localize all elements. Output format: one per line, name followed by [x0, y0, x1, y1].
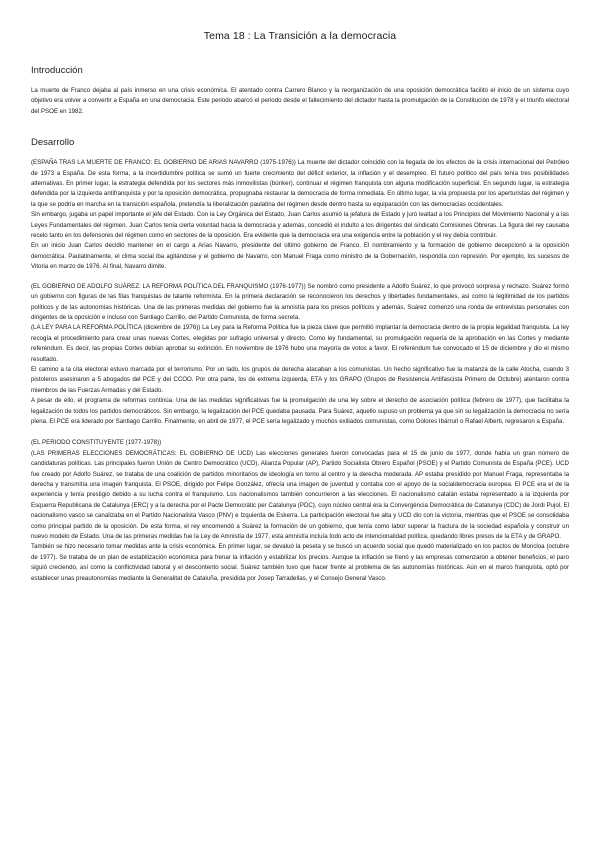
section-periodo-constituyente: (EL PERIODO CONSTITUYENTE (1977-1978)) [31, 439, 162, 447]
intro-paragraph: La muerte de Franco dejaba al país inmerso en una crisis económica. El atentado contra Carrero Blanco y la reorganización de una oposición democrática facilitó el inicio de un sistema cuyo objetivo era volver a convertir a España en una democracia. Este periodo abarcó el periodo desde el fallecimiento del dictador hasta la promulgación de la Constitución de 1978 y el triunfo electoral del PSOE en 1982. [31, 87, 569, 115]
development-heading: Desarrollo [31, 137, 75, 149]
paragraph-navarro-dimite: En un inicio Juan Carlos decidió mantener en el cargo a Arias Navarro, presidente del último gobierno de Franco. El nombramiento y la formación de gobierno decepcionó a la oposición democrática. Paulatinamente, el clima social iba agitándose y el gobierno de Navarro, con Manuel Fraga como ministro de la Gobernación, respondía con represión. Por ejemplo, los sucesos de Vitoria en marzo de 1976. Al final, Navarro dimite. [31, 242, 569, 271]
paragraph-primeras-elecciones: (LAS PRIMERAS ELECCIONES DEMOCRÁTICAS: EL GOBIERNO DE UCD) Las elecciones generales fueron convocadas para el 15 de junio de 1977, donde había un gran número de candidaturas políticas. Las principales fueron Unión de Centro Democrático (UCD), Alianza Popular (AP), Partido Socialista Obrero Español (PSOE) y el Partido Comunista de España (PCE). UCD fue creado por Adolfo Suárez, se trataba de una coalición de partidos minoritarios de ideología en torno al centro y la derecha moderada. AP estaba presidido por Manuel Fraga, representaba la derecha y transmitía una imagen franquista. El PSOE, dirigido por Felipe González, ofrecía una imagen de juventud y contaba con el apoyo de la socialdemocracia europea. El PCE era el de la experiencia y tenía prestigio debido a su lucha contra el franquismo. Los nacionalismos también concurrieron a las elecciones. El nacionalismo catalán estaba representado a la izquierda por Esquerra Republicana de Catalunya (ERC) y a la derecha por el Pacte Democràtic per Catalunya (PDC), cuyo núcleo central era la Convergència Democràtica de Catalunya (CDC) de Jordi Pujol. El nacionalismo vasco se canalizaba en el Partido Nacionalista Vasco (PNV) e Izquierda de Eskerra. La participación electoral fue alta y UCD dio con la victoria, mientras que el PSOE se consolidaba como principal partido de la oposición. De esta forma, el rey encomendó a Suárez la formación de un gobierno, que tenía como labor superar la fractura de la sociedad española y construir un nuevo modelo de Estado. Una de las primeras medidas fue la Ley de Amnistía de 1977, esta amnistía incluía todo acto de intencionalidad política, quedando libres presos de la ETA y de GRAPO. [31, 449, 569, 541]
intro-heading: Introducción [31, 65, 83, 76]
paragraph-crisis-economica: También se hizo necesario tomar medidas ante la crisis económica. En primer lugar, se devaluó la peseta y se buscó un acuerdo social que quedó materializado en los pactos de Moncloa (octubre de 1977). Se trataba de un plan de estabilización económica para frenar la inflación y estabilizar los precios. Aunque la inflación se frenó y las empresas comenzaron a obtener beneficios, el paro siguió creciendo, así como la conflictividad laboral y el descontento social. Suárez también tuvo que hacer frente al problema de las autonomías históricas. Aún en el marco franquista, optó por establecer unas preautonomías mediante la Generalitat de Cataluña, presidida por Josep Tarradellas, y el Consejo General Vasco. [31, 543, 569, 582]
paragraph-legalizacion-pce: A pesar de ello, el programa de reformas continúa. Una de las medidas significativas fue la promulgación de una ley sobre el derecho de asociación política (febrero de 1977), que facilitaba la legalización de todos los partidos democráticos. Sin embargo, la legalización del PCE quedaba pausada. Para Suárez, aquello supuso un problema ya que sin su legalización la democracia no sería plena. El PCE era liderado por Santiago Carrillo. Finalmente, en abril de 1977, el PCE sería legalizado y muchos exiliados comunistas, como Dolores Ibárruri o Rafael Alberti, regresaron a España. [31, 397, 569, 425]
paragraph-terrorismo: El camino a la cita electoral estuvo marcada por el terrorismo. Por un lado, los grupos de derecha atacaban a los comunistas. Un hecho significativo fue la matanza de la calle Atocha, cuando 3 pistoleros asesinaron a 5 abogados del PCE y del CCOO. Por otra parte, los de extrema izquierda, ETA y los GRAPO (Grupos de Resistencia Antifascista Primero de Octubre) atentaron contra miembros de las Fuerzas Armadas y del Estado. [31, 365, 569, 394]
document-title: Tema 18 : La Transición a la democracia [203, 30, 397, 42]
paragraph-ley-reforma: (LA LEY PARA LA REFORMA POLÍTICA (diciembre de 1976)) La Ley para la Reforma Política fue la pieza clave que permitió implantar la democracia dentro de la propia legalidad franquista. La ley recogía el procedimiento para crear unas nuevas Cortes, elegidas por sufragio universal y directo. Como ley fundamental, su promulgación requería de la aprobación en las Cortes y mediante referéndum. Es decir, las propias Cortes debían aprobar su extinción. En noviembre de 1976 hubo una mayoría de votos a favor. El referéndum fue convocado el 15 de diciembre y dio el mismo resultado. [31, 324, 569, 363]
paragraph-juan-carlos: Sin embargo, jugaba un papel importante el jefe del Estado. Con la Ley Orgánica del Estado, Juan Carlos asumió la jefatura de Estado y juró lealtad a los Principios del Movimiento Nacional y a las Leyes Fundamentales del régimen. Juan Carlos tenía cierta voluntad hacia la democracia y además, concedió el indulto a los dirigentes del sindicato Comisiones Obreras. La figura del rey causaba recelo tanto en los defensores del régimen como en sectores de la oposición. Era evidente que la democracia era una exigencia entre la población y el rey debía contribuir. [31, 211, 569, 240]
paragraph-arias-navarro: (ESPAÑA TRAS LA MUERTE DE FRANCO: EL GOBIERNO DE ARIAS NAVARRO (1975-1976)) La muerte del dictador coincidió con la llegada de los efectos de la crisis internacional del Petróleo de 1973 a España. De esta forma, a la incertidumbre política se sumó un fuerte crecimiento del déficit exterior, la inflación y el desempleo. El futuro político del país tenía tres posibilidades alternativas. En primer lugar, la estrategia defendida por los sectores más inmovilistas (búnker), continuar el régimen franquista con alguna modificación superficial. En segundo lugar, la estrategia defendida por la izquierda antifranquista y por la oposición democrática, propugnaba restaurar la democracia de forma inmediata. En último lugar, la vía propuesta por los aperturistas del régimen y la que se podría en marcha en la transición española, pretendía la liberalización paulatina del régimen desde dentro hasta su equiparación con las democracias occidentales. [31, 159, 569, 208]
paragraph-adolfo-suarez: (EL GOBIERNO DE ADOLFO SUÁREZ: LA REFORMA POLÍTICA DEL FRANQUISMO (1976-1977)) Se nombró como presidente a Adolfo Suárez, lo que provocó sorpresa y rechazo. Suárez formó un gobierno con figuras de las filas franquistas de talante reformista. En la primera declaración se reconocieron los derechos y libertades fundamentales, así como la legitimidad de los partidos políticos y de las autonomías históricas. Una de las primeras medidas del gobierno fue la amnistía para los presos políticos y además, Suárez comenzó una ronda de entrevistas personales con dirigentes de la oposición e incluso con Santiago Carrillo, del Partido Comunista, de forma secreta. [31, 282, 569, 321]
